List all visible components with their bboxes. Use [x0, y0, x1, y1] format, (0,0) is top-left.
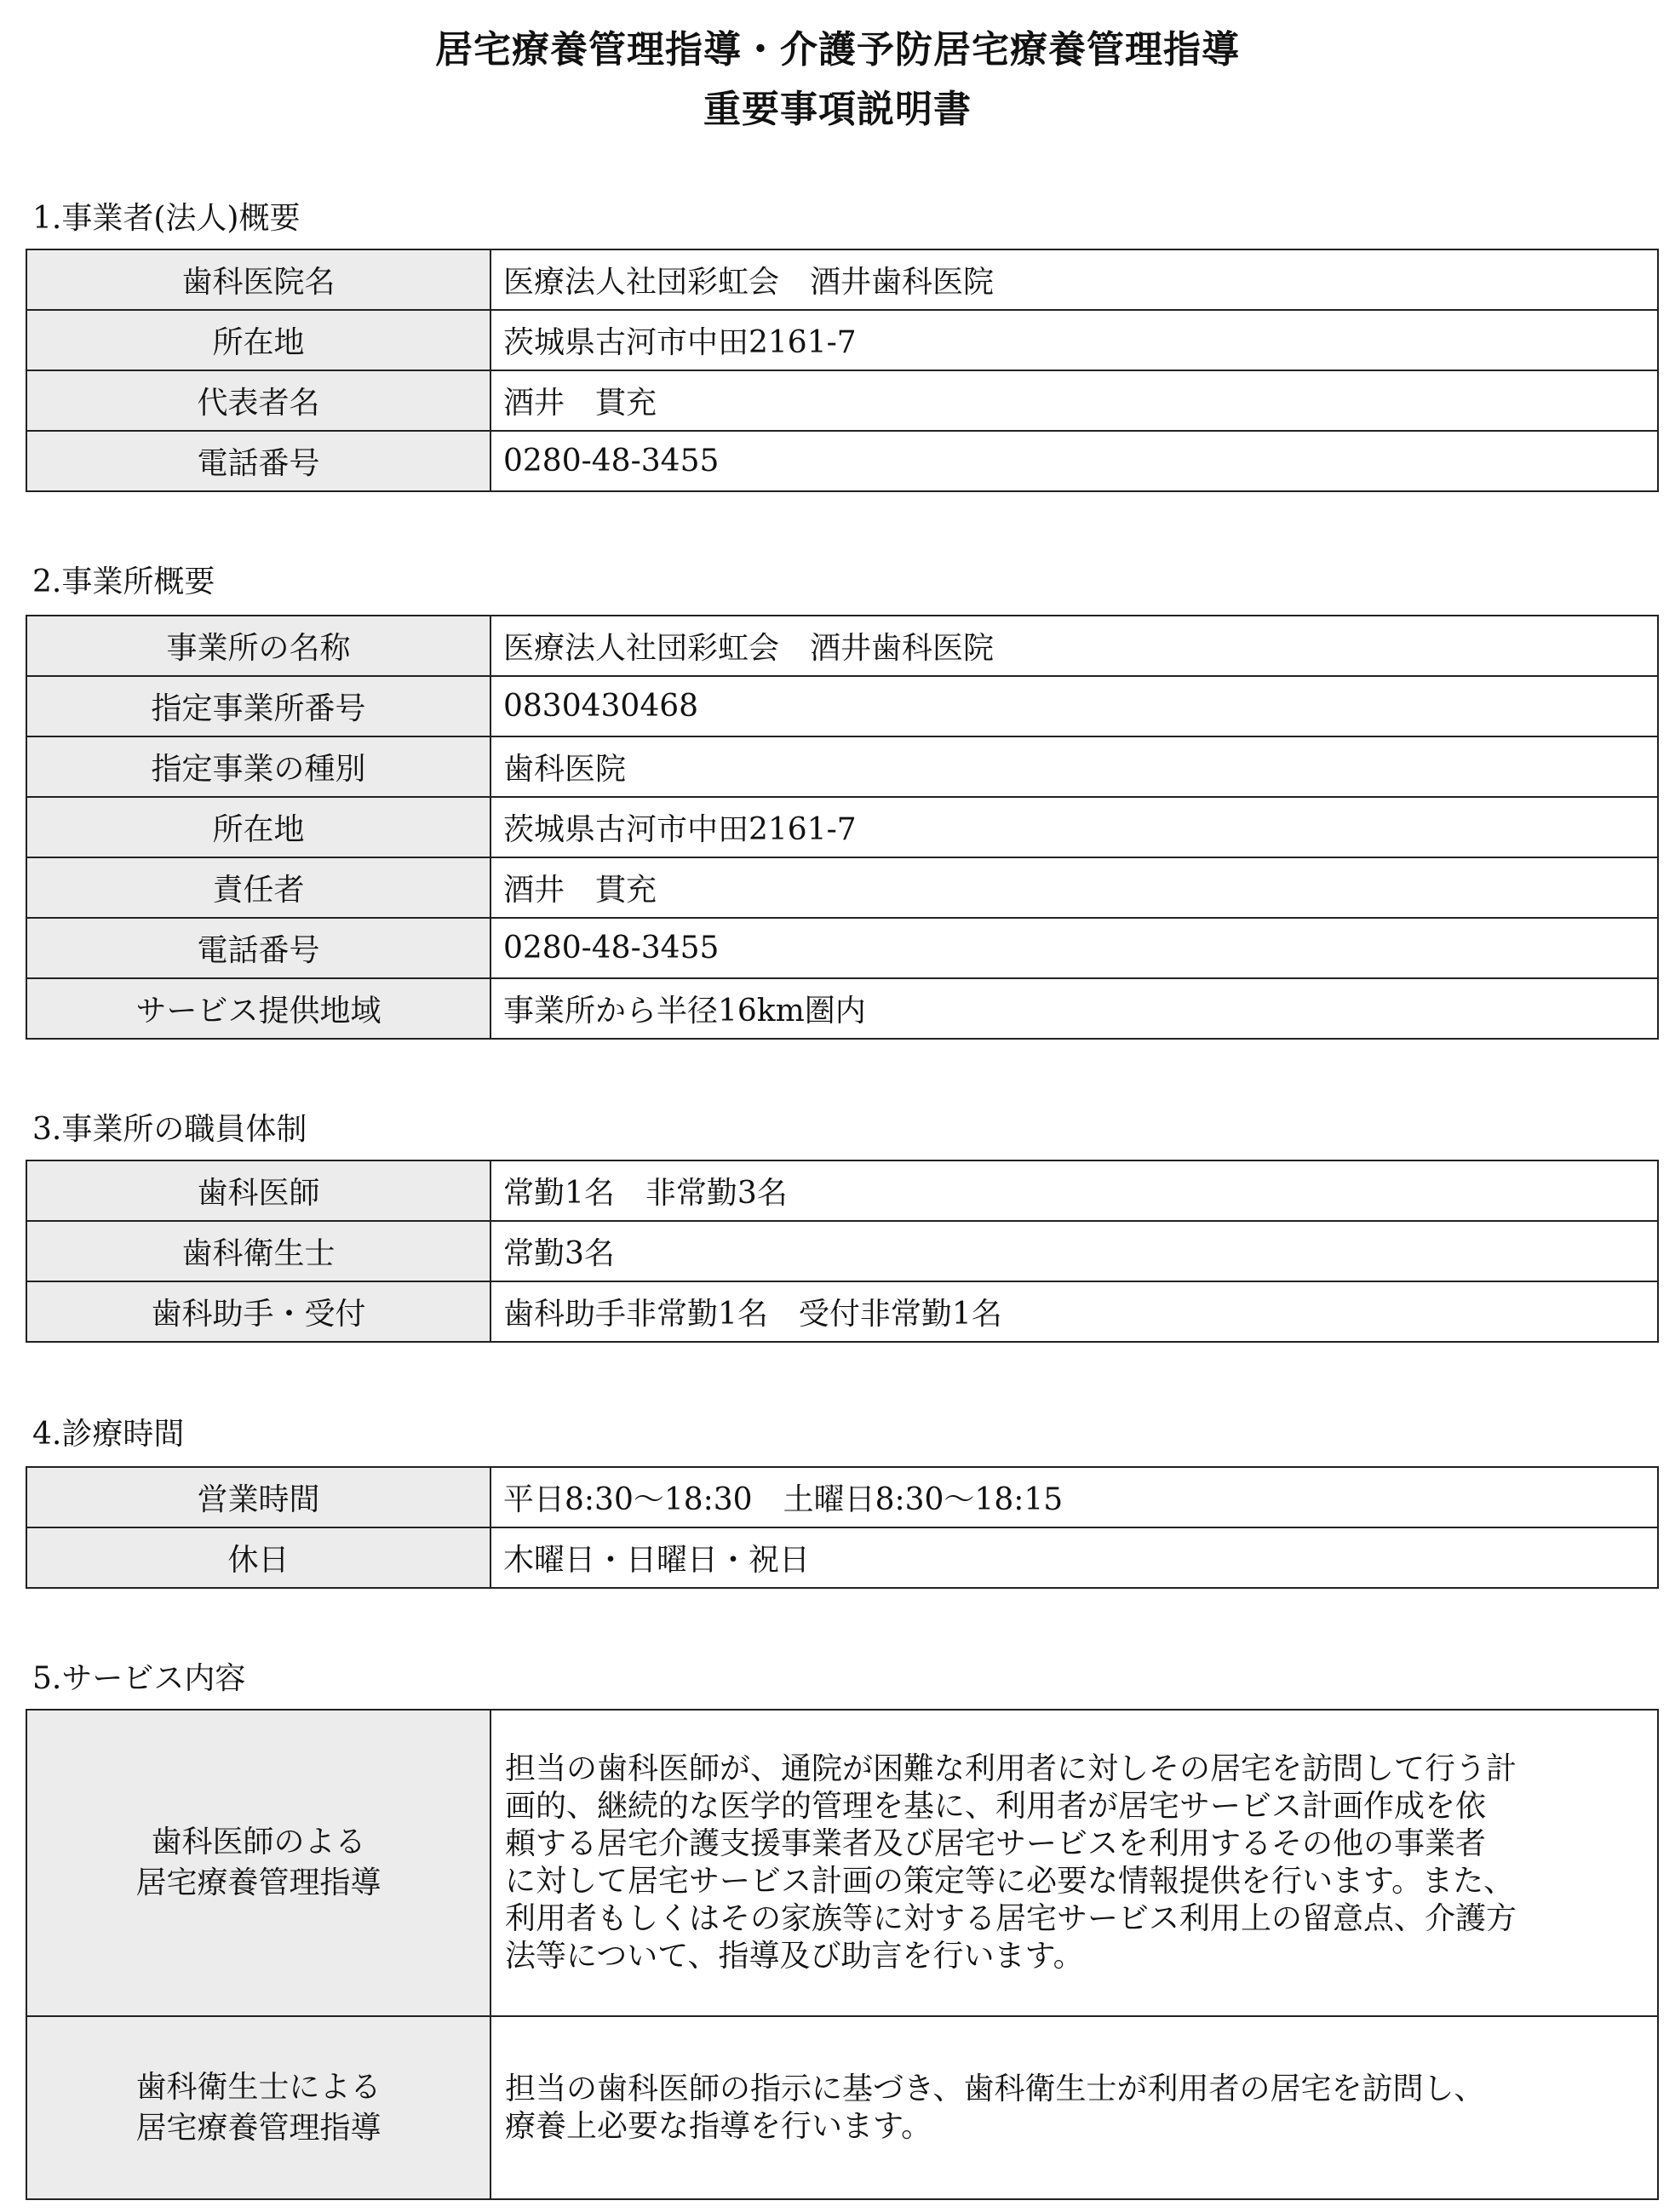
document-title: 居宅療養管理指導・介護予防居宅療養管理指導: [435, 28, 1240, 72]
table-row: [26, 2016, 1658, 2199]
row-label: 指定事業所番号: [26, 676, 490, 736]
row-label: 営業時間: [26, 1467, 490, 1527]
table-row: [26, 1221, 1658, 1281]
section-4-heading: 4.診療時間: [32, 1417, 185, 1452]
text-line: 担当の歯科医師の指示に基づき、歯科衛生士が利用者の居宅を訪問し、: [505, 2071, 1485, 2106]
table-row: [26, 978, 1658, 1039]
row-value: 酒井 貫充: [490, 370, 1658, 431]
label-line: 居宅療養管理指導: [135, 1865, 381, 1900]
section-1-table: [26, 249, 1659, 492]
table-row: [26, 857, 1658, 918]
text-line: 法等について、指導及び助言を行います。: [505, 1939, 1084, 1974]
row-label: サービス提供地域: [26, 978, 490, 1039]
row-label: 歯科医師: [26, 1160, 490, 1221]
row-value: 酒井 貫充: [490, 857, 1658, 918]
row-value: 0280-48-3455: [490, 918, 1658, 978]
table-row: [26, 1527, 1658, 1588]
table-row: [26, 797, 1658, 857]
row-value: 茨城県古河市中田2161-7: [490, 797, 1658, 857]
label-line: 歯科衛生士による: [135, 2069, 381, 2105]
section-3-heading: 3.事業所の職員体制: [32, 1112, 307, 1147]
label-line: 歯科医師のよる: [151, 1825, 366, 1860]
table-row: [26, 1467, 1658, 1527]
row-label: 代表者名: [26, 370, 490, 431]
table-row: [26, 918, 1658, 978]
text-line: 利用者もしくはその家族等に対する居宅サービス利用上の留意点、介護方: [505, 1901, 1517, 1936]
row-value: 常勤1名 非常勤3名: [490, 1160, 1658, 1221]
section-2-heading: 2.事業所概要: [32, 564, 215, 599]
text-line: 療養上必要な指導を行います。: [505, 2108, 932, 2144]
section-4-table: [26, 1466, 1659, 1589]
document-subtitle: 重要事項説明書: [703, 88, 972, 131]
section-5-heading: 5.サービス内容: [32, 1661, 246, 1696]
row-label: 歯科医院名: [26, 249, 490, 310]
table-row: [26, 370, 1658, 431]
row-value: 0830430468: [490, 676, 1658, 736]
text-line: 画的、継続的な医学的管理を基に、利用者が居宅サービス計画作成を依: [505, 1789, 1487, 1824]
section-5-table: [26, 1709, 1659, 2200]
text-line: 担当の歯科医師が、通院が困難な利用者に対しその居宅を訪問して行う計: [505, 1751, 1517, 1786]
row-value: 事業所から半径16km圏内: [490, 978, 1658, 1039]
row-label: 電話番号: [26, 431, 490, 491]
table-row: [26, 310, 1658, 370]
row-label: 事業所の名称: [26, 616, 490, 676]
row-label: 歯科衛生士: [26, 1221, 490, 1281]
row-label: [26, 2016, 490, 2199]
row-label: 歯科助手・受付: [26, 1281, 490, 1342]
row-value: 医療法人社団彩虹会 酒井歯科医院: [490, 249, 1658, 310]
row-label: 所在地: [26, 797, 490, 857]
row-value: 茨城県古河市中田2161-7: [490, 310, 1658, 370]
row-label: 指定事業の種別: [26, 736, 490, 797]
row-value: 歯科医院: [490, 736, 1658, 797]
section-2-table: [26, 615, 1659, 1040]
table-row: [26, 1710, 1658, 2016]
row-value: 平日8:30～18:30 土曜日8:30～18:15: [490, 1467, 1658, 1527]
table-row: [26, 1281, 1658, 1342]
row-label: 所在地: [26, 310, 490, 370]
row-label: 電話番号: [26, 918, 490, 978]
row-value: 木曜日・日曜日・祝日: [490, 1527, 1658, 1588]
row-value: 歯科助手非常勤1名 受付非常勤1名: [490, 1281, 1658, 1342]
label-line: 居宅療養管理指導: [135, 2110, 381, 2146]
section-1-heading: 1.事業者(法人)概要: [32, 201, 301, 236]
text-line: 頼する居宅介護支援事業者及び居宅サービスを利用するその他の事業者: [505, 1826, 1487, 1861]
row-label: [26, 1710, 490, 2016]
row-value: [490, 1710, 1658, 2016]
row-label: 休日: [26, 1527, 490, 1588]
table-row: [26, 616, 1658, 676]
table-row: [26, 736, 1658, 797]
table-row: [26, 1160, 1658, 1221]
row-value: 0280-48-3455: [490, 431, 1658, 491]
section-3-table: [26, 1160, 1659, 1343]
table-row: [26, 431, 1658, 491]
row-label: 責任者: [26, 857, 490, 918]
row-value: [490, 2016, 1658, 2199]
table-row: [26, 249, 1658, 310]
row-value: 医療法人社団彩虹会 酒井歯科医院: [490, 616, 1658, 676]
row-value: 常勤3名: [490, 1221, 1658, 1281]
table-row: [26, 676, 1658, 736]
text-line: に対して居宅サービス計画の策定等に必要な情報提供を行います。また、: [505, 1864, 1515, 1899]
